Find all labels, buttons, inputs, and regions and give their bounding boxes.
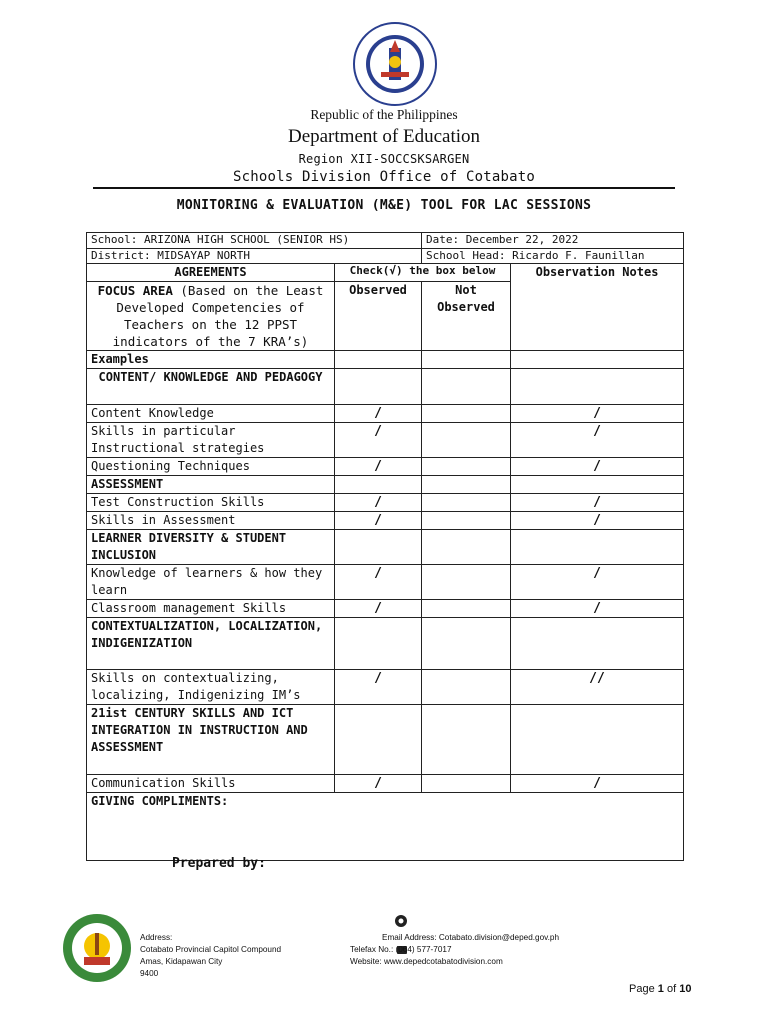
focus-area-label: FOCUS AREA (97, 283, 173, 298)
observed-mark: / (335, 600, 422, 618)
address-label: Address: (140, 933, 173, 942)
notes-mark: // (511, 670, 684, 705)
page-of: of (666, 983, 677, 995)
address-line-1: Cotabato Provincial Capitol Compound (140, 945, 282, 954)
table-row (87, 775, 684, 793)
row-label: Skills in particular Instructional strategies (87, 423, 335, 458)
table-row (87, 405, 684, 423)
notes-mark: / (511, 423, 684, 458)
giving-compliments-label: GIVING COMPLIMENTS: (87, 793, 684, 861)
row-label: Communication Skills (87, 775, 335, 793)
school-head-cell: School Head: Ricardo F. Faunillan (422, 249, 684, 264)
agreements-header: AGREEMENTS (87, 264, 335, 282)
division-line: Schools Division Office of Cotabato (232, 169, 535, 185)
section-label: ASSESSMENT (87, 476, 335, 494)
notes-mark: / (511, 565, 684, 600)
notes-mark: / (511, 775, 684, 793)
footer-contact (350, 932, 559, 968)
row-label: Skills in Assessment (87, 512, 335, 530)
giving-compliments-row (87, 793, 684, 861)
school-cell: School: ARIZONA HIGH SCHOOL (SENIOR HS) (87, 233, 422, 249)
header-divider (93, 187, 675, 189)
email-icon (394, 914, 408, 928)
row-label: Skills on contextualizing, localizing, Indigenizing IM’s (87, 670, 335, 705)
lac-monitoring-table (86, 232, 684, 861)
prepared-by-label: Prepared by: (172, 856, 266, 871)
footer-address (140, 932, 281, 980)
section-row (87, 369, 684, 405)
section-label: CONTENT/ KNOWLEDGE AND PEDAGOGY (87, 369, 335, 405)
focus-area-description: (Based on the Least Developed Competencies of Teachers on the 12 PPST indicators of the 7 KRA’s) (112, 283, 324, 349)
table-row (87, 565, 684, 600)
section-label: CONTEXTUALIZATION, LOCALIZATION, INDIGENIZATION (87, 618, 335, 670)
page-current: 1 (657, 983, 664, 995)
date-cell: Date: December 22, 2022 (422, 233, 684, 249)
notes-mark: / (511, 600, 684, 618)
table-row (87, 494, 684, 512)
focus-area-cell (87, 282, 335, 351)
telefax-line: Telefax No.: (064) 577-7017 (350, 945, 452, 954)
table-row (87, 670, 684, 705)
region-line: Region XII-SOCCSKSARGEN (298, 152, 470, 166)
observed-mark: / (335, 512, 422, 530)
table-row (87, 458, 684, 476)
department-title: Department of Education (287, 126, 481, 147)
row-label: Test Construction Skills (87, 494, 335, 512)
section-row (87, 530, 684, 565)
section-row (87, 705, 684, 775)
address-line-2: Amas, Kidapawan City (140, 957, 223, 966)
table-row (87, 423, 684, 458)
notes-mark: / (511, 458, 684, 476)
republic-line: Republic of the Philippines (310, 107, 458, 122)
page-label: Page (629, 983, 655, 995)
header-row-agreements (87, 264, 684, 282)
deped-seal-logo (353, 22, 437, 106)
observed-mark: / (335, 670, 422, 705)
row-label: Content Knowledge (87, 405, 335, 423)
table-row (87, 512, 684, 530)
observed-mark: / (335, 775, 422, 793)
row-label: Questioning Techniques (87, 458, 335, 476)
observed-mark: / (335, 405, 422, 423)
section-label: LEARNER DIVERSITY & STUDENT INCLUSION (87, 530, 335, 565)
observed-header: Observed (335, 282, 422, 351)
table-row (87, 600, 684, 618)
page-number (629, 983, 691, 995)
section-row (87, 618, 684, 670)
website-line[interactable]: Website: www.depedcotabatodivision.com (350, 957, 503, 966)
row-label: Classroom management Skills (87, 600, 335, 618)
observed-mark: / (335, 458, 422, 476)
section-label: 21ist CENTURY SKILLS AND ICT INTEGRATION IN INSTRUCTION AND ASSESSMENT (87, 705, 335, 775)
sdo-cotabato-logo (62, 913, 132, 983)
notes-mark: / (511, 512, 684, 530)
observed-mark: / (335, 494, 422, 512)
observed-mark: / (335, 423, 422, 458)
not-observed-header: Not Observed (422, 282, 511, 351)
tool-title: MONITORING & EVALUATION (M&E) TOOL FOR LAC SESSIONS (176, 198, 592, 213)
info-row-district (87, 249, 684, 264)
notes-mark: / (511, 494, 684, 512)
observation-notes-header: Observation Notes (511, 264, 684, 351)
district-cell: District: MIDSAYAP NORTH (87, 249, 422, 264)
check-header: Check(√) the box below (335, 264, 511, 282)
examples-label: Examples (87, 351, 335, 369)
address-line-3: 9400 (140, 969, 159, 978)
info-row-school (87, 233, 684, 249)
notes-mark: / (511, 405, 684, 423)
page-total: 10 (679, 983, 692, 995)
email-line[interactable]: Email Address: Cotabato.division@deped.gov.ph (382, 933, 560, 942)
row-label: Knowledge of learners & how they learn (87, 565, 335, 600)
section-row (87, 476, 684, 494)
examples-row (87, 351, 684, 369)
observed-mark: / (335, 565, 422, 600)
